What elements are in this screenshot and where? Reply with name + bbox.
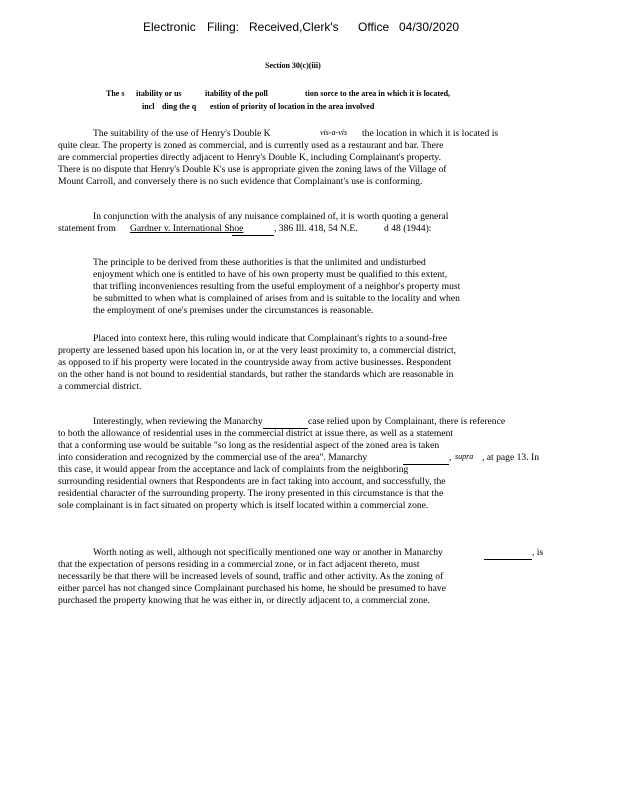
text-line: that the expectation of persons residing in a commercial zone, or in fact adjacent thereto, must <box>58 559 420 570</box>
text-line: purchased the property knowing that he was either in, or directly adjacent to, a commercial zone. <box>58 595 430 606</box>
subheading-part: estion of priority of location in the area involved <box>210 102 375 111</box>
text-line: vis-a-vis <box>320 128 348 137</box>
text-line: to both the allowance of residential uses in the commercial district at issue there, as well as a statement <box>58 428 454 439</box>
text-line: the location in which it is located is <box>362 128 499 139</box>
text-line: sole complainant is in fact situated on property which is itself located within a commercial zone. <box>58 500 429 511</box>
text-line: The suitability of the use of Henry's Double K <box>93 128 271 139</box>
text-line: , at page 13. In <box>482 452 540 463</box>
text-line: Mount Carroll, and conversely there is no such evidence that Complainant's use is conforming. <box>58 176 423 187</box>
text-line: a commercial district. <box>58 381 142 392</box>
text-line: Placed into context here, this ruling would indicate that Complainant's rights to a sound-free <box>93 333 447 344</box>
text-line: either parcel has not changed since Complainant purchased his home, he should be presumed to have <box>58 583 446 594</box>
quote-line: enjoyment which one is entitled to have of his own property must be qualified to this extent, <box>93 269 448 280</box>
text-line: are commercial properties directly adjacent to Henry's Double K, including Complainant's property. <box>58 152 442 163</box>
quote-line: the employment of one's premises under the circumstances is reasonable. <box>93 305 374 316</box>
header-office: Office <box>358 20 390 34</box>
subheading-part: incl <box>142 102 155 111</box>
text-line: that a conforming use would be suitable "so long as the residential aspect of the zoned area is taken <box>58 440 440 451</box>
text-line: this case, it would appear from the acceptance and lack of complaints from the neighboring <box>58 464 409 475</box>
case-name-blank <box>403 464 449 465</box>
subheading-part: ding the q <box>162 102 197 111</box>
quote-line: that trifling inconveniences resulting from the useful employment of a neighbor's property must <box>93 281 461 292</box>
case-name-blank <box>484 559 532 560</box>
text-line: , is <box>532 547 544 558</box>
quote-line: The principle to be derived from these authorities is that the unlimited and undisturbed <box>93 257 426 268</box>
case-citation: Gardner v. International Shoe <box>130 223 244 234</box>
text-line: Worth noting as well, although not specifically mentioned one way or another in Manarchy <box>93 547 443 558</box>
text-line: In conjunction with the analysis of any nuisance complained of, it is worth quoting a general <box>93 211 449 222</box>
text-line: necessarily be that there will be increased levels of sound, traffic and other activity. As the zoning of <box>58 571 444 582</box>
header-electronic: Electronic <box>143 20 196 34</box>
header-received: Received,Clerk's <box>249 20 339 34</box>
text-line: quite clear. The property is zoned as commercial, and is currently used as a restaurant and bar. There <box>58 140 444 151</box>
text-line: as opposed to if his property were located in the countryside away from active businesses. Respondent <box>58 357 452 368</box>
header-date: 04/30/2020 <box>399 20 460 34</box>
text-line: There is no dispute that Henry's Double K's use is appropriate given the zoning laws of the Village of <box>58 164 447 175</box>
text-line: , 386 Ill. 418, 54 N.E. <box>274 223 358 234</box>
text-line: , <box>449 452 452 463</box>
text-line: Interestingly, when reviewing the Manarchy <box>93 416 263 427</box>
text-line: statement from <box>58 223 116 234</box>
text-line: on the other hand is not bound to residential standards, but rather the standards which are reasonable in <box>58 369 454 380</box>
citation-underline <box>232 235 274 236</box>
text-line: case relied upon by Complainant, there is reference <box>308 416 506 427</box>
section-title: Section 30(c)(iii) <box>265 61 321 70</box>
subheading-part: itability or us <box>136 89 182 98</box>
text-line: surrounding residential owners that Respondents are in fact taking into account, and successfully, the <box>58 476 446 487</box>
text-line: d 48 (1944): <box>384 223 432 234</box>
header-filing: Filing: <box>207 20 240 34</box>
text-line: residential character of the surrounding property. The irony presented in this circumstance is that the <box>58 488 444 499</box>
subheading-part: itability of the poll <box>205 89 268 98</box>
subheading-part: tion sorce to the area in which it is located, <box>305 89 451 98</box>
subheading-part: The s <box>106 89 125 98</box>
text-line: supra <box>455 452 474 461</box>
text-line: into consideration and recognized by the commercial use of the area". Manarchy <box>58 452 368 463</box>
quote-line: be submitted to when what is complained of arises from and is suitable to the locality and when <box>93 293 460 304</box>
text-line: property are lessened based upon his location in, or at the very least proximity to, a commercial district, <box>58 345 457 356</box>
